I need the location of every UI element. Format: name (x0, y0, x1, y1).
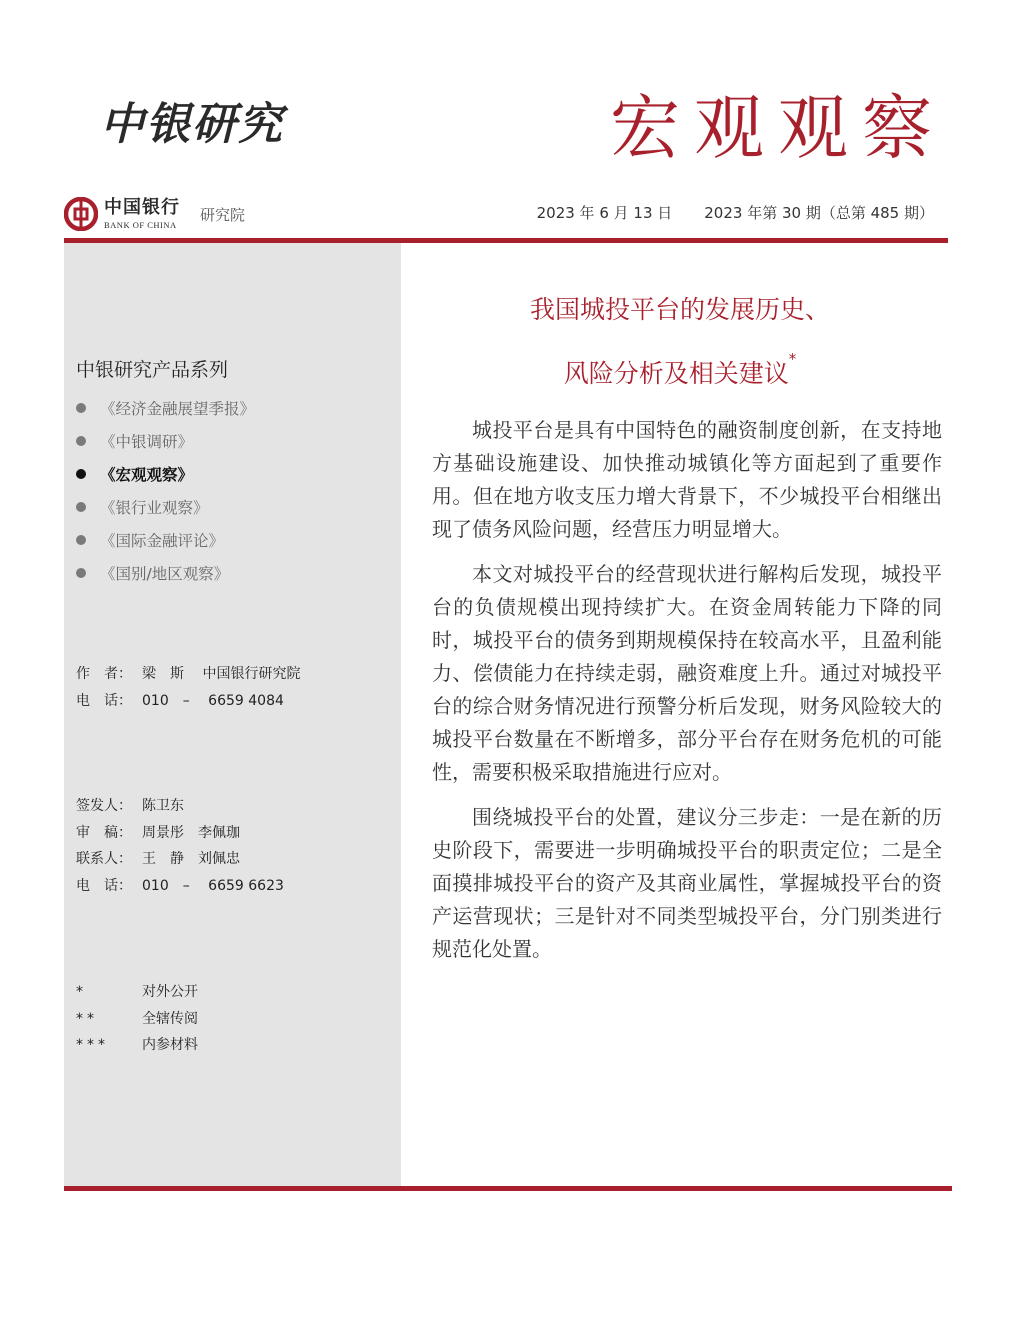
info-key: 电 话： (76, 692, 132, 709)
paragraph: 围绕城投平台的处置，建议分三步走：一是在新的历史阶段下，需要进一步明确城投平台的职责定位；二是全面摸排城投平台的资产及其商业属性，掌握城投平台的资产运营现状；三是针对不同类型城投平台，分门别类进行规范化处置。 (432, 805, 942, 961)
info-value: 王 静 刘佩忠 (142, 851, 240, 867)
product-label: 《经济金融展望季报》 (100, 399, 256, 418)
bank-name-en: BANK OF CHINA (104, 219, 177, 230)
series-title: 宏观观察 (610, 87, 946, 169)
article-title-text: 风险分析及相关建议 (563, 359, 789, 388)
bullet-icon (76, 403, 86, 413)
paragraph: 城投平台是具有中国特色的融资制度创新，在支持地方基础设施建设、加快推动城镇化等方面起到了重要作用。但在地方收支压力增大背景下，不少城投平台相继出现了债务风险问题，经营压力明显增大。 (432, 418, 942, 541)
bullet-icon (76, 469, 86, 479)
signoff-row (76, 793, 284, 820)
brand-calligraphy-logo: 中银研究 (100, 99, 284, 150)
product-item-active[interactable] (76, 457, 255, 490)
legend-row (76, 979, 198, 1006)
info-value: 陈卫东 (142, 798, 184, 814)
products-heading: 中银研究产品系列 (76, 359, 229, 381)
info-key: 作 者： (76, 666, 132, 682)
article-title-line-1: 我国城投平台的发展历史、 (529, 295, 830, 324)
publish-date: 2023 年 6 月 13 日 (536, 204, 673, 222)
footnote-mark: * (788, 350, 797, 368)
product-item[interactable] (76, 523, 255, 556)
sidebar (64, 243, 401, 1186)
contact-phone-row (76, 873, 284, 900)
product-item[interactable] (76, 391, 255, 424)
legend-row (76, 1032, 198, 1059)
legend-row (76, 1006, 198, 1033)
bullet-icon (76, 535, 86, 545)
confidentiality-legend (76, 979, 198, 1059)
legend-label: 内参材料 (142, 1037, 198, 1053)
info-key: 电 话： (76, 877, 132, 894)
legend-stars: ** (76, 1010, 98, 1027)
product-label: 《国际金融评论》 (100, 531, 225, 550)
info-value: 周景彤 李佩珈 (142, 824, 240, 841)
legend-label: 对外公开 (142, 984, 198, 1000)
author-row (76, 661, 300, 688)
info-key: 审 稿： (76, 824, 132, 841)
reviewer-row (76, 820, 284, 847)
info-value: 010 – 6659 4084 (142, 692, 284, 709)
issue-number: 2023 年第 30 期（总第 485 期） (704, 204, 934, 222)
info-key: 联系人： (76, 851, 132, 867)
bullet-icon (76, 436, 86, 446)
info-value: 梁 斯 中国银行研究院 (142, 666, 301, 682)
product-item[interactable] (76, 490, 255, 523)
legend-label: 全辖传阅 (142, 1010, 198, 1027)
bullet-icon (76, 502, 86, 512)
article-body (432, 414, 942, 978)
bottom-divider (64, 1186, 952, 1191)
product-label: 《国别/地区观察》 (100, 564, 230, 583)
product-label: 《宏观观察》 (100, 465, 194, 484)
products-list (76, 391, 255, 589)
product-item[interactable] (76, 424, 255, 457)
signoff-info (76, 793, 284, 899)
info-key: 签发人： (76, 798, 132, 814)
institute-label: 研究院 (200, 205, 246, 224)
product-label: 《银行业观察》 (100, 498, 209, 517)
paragraph: 本文对城投平台的经营现状进行解构后发现，城投平台的负债规模出现持续扩大。在资金周转能力下降的同时，城投平台的债务到期规模保持在较高水平，且盈利能力、偿债能力在持续走弱，融资难度上升。通过对城投平台的综合财务情况进行预警分析后发现，财务风险较大的城投平台数量在不断增多，部分平台存在财务危机的可能性，需要积极采取措施进行应对。 (432, 562, 942, 784)
product-item[interactable] (76, 556, 255, 589)
contact-row (76, 846, 284, 873)
info-value: 010 – 6659 6623 (142, 877, 284, 894)
legend-stars: * (76, 984, 87, 1000)
bank-name-cn: 中国银行 (104, 196, 180, 218)
bank-of-china-emblem-icon (64, 197, 98, 231)
author-info (76, 661, 300, 714)
article-title-line-2 (420, 350, 940, 390)
issue-line (537, 202, 934, 223)
legend-stars: *** (76, 1037, 109, 1053)
author-phone-row (76, 688, 300, 715)
product-label: 《中银调研》 (100, 432, 194, 451)
bank-of-china-logo (64, 194, 245, 234)
bank-name (104, 196, 180, 230)
bullet-icon (76, 568, 86, 578)
